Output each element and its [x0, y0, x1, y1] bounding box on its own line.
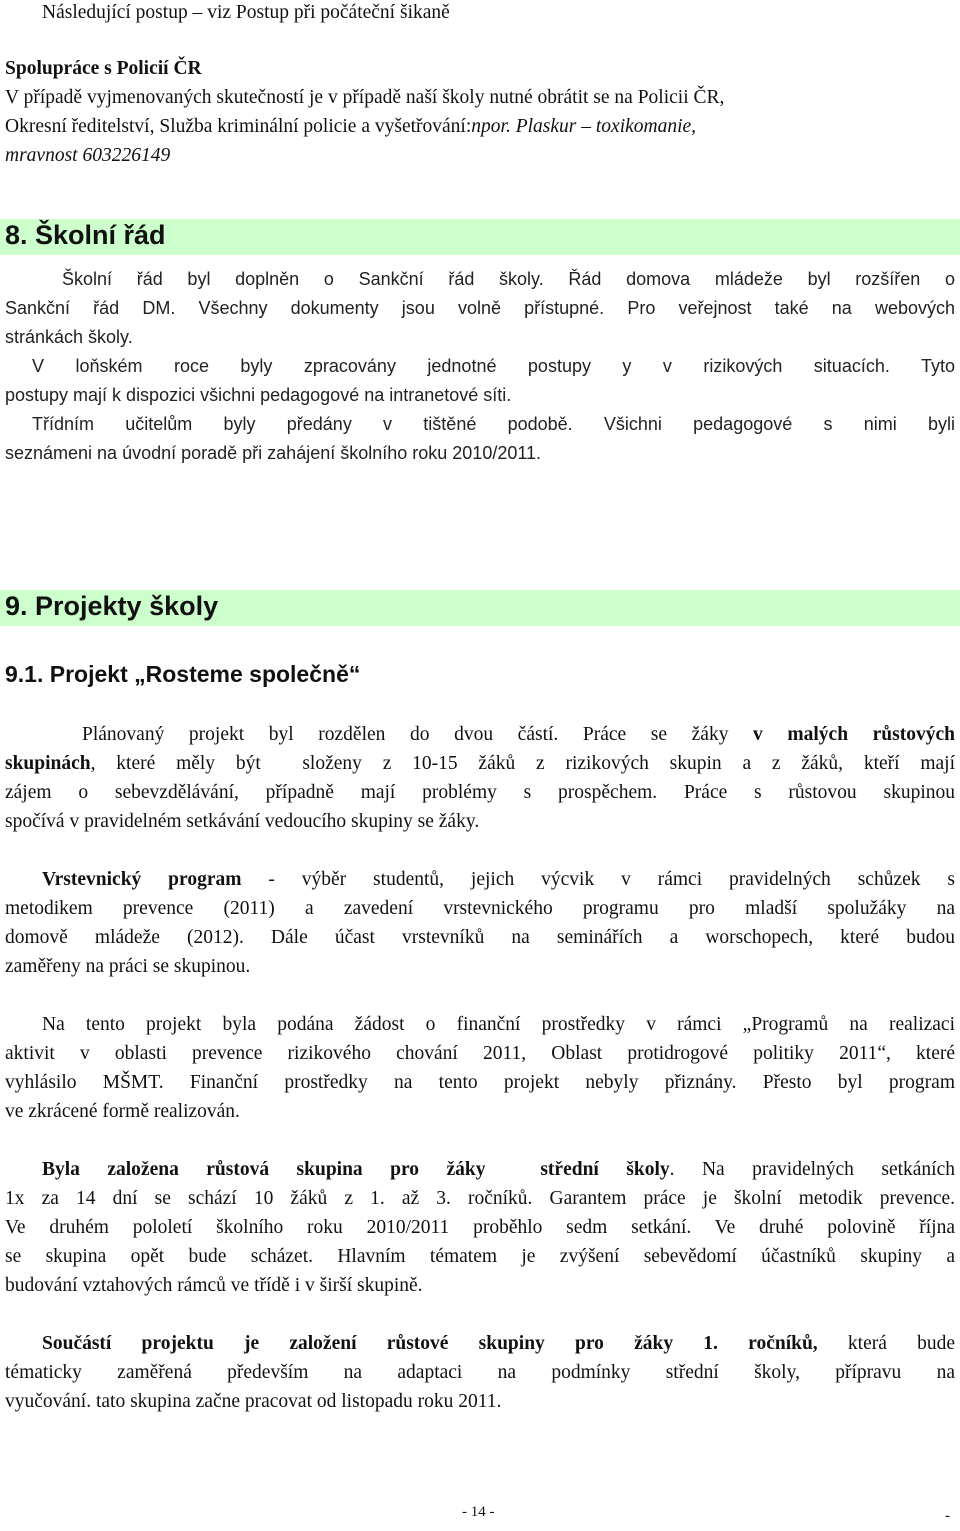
- s9-p3-l1: Na tento projekt byla podána žádost o finanční prostředky v rámci „Programů na realizaci: [42, 1014, 955, 1035]
- s8-p1-l1: Školní řád byl doplněn o Sankční řád školy. Řád domova mládeže byl rozšířen o: [62, 269, 955, 289]
- s8-p3-l1: Třídním učitelům byly předány v tištěné podobě. Všichni pedagogové s nimi byli: [32, 414, 955, 434]
- s9-p1-l1: [82, 720, 955, 749]
- police-line-1: V případě vyjmenovaných skutečností je v případě naší školy nutné obrátit se na Policii ČR,: [5, 87, 725, 108]
- s9-p1-l2-bold: skupinách: [5, 753, 91, 774]
- s9-p3-l4: ve zkrácené formě realizován.: [5, 1101, 240, 1122]
- s9-p5-l1: [42, 1329, 955, 1358]
- s9-p4-l1-bold: Byla založena růstová skupina pro žáky střední školy: [42, 1159, 670, 1180]
- section-8-heading-bar: [0, 219, 960, 255]
- s9-p4-l5: budování vztahových rámců ve třídě i v širší skupině.: [5, 1275, 423, 1296]
- s9-p2-l2: metodikem prevence (2011) a zavedení vrstevnického programu pro mladší spolužáky na: [5, 898, 955, 919]
- s9-p2-l1: [42, 865, 955, 894]
- intro-line: Následující postup – viz Postup při počáteční šikaně: [42, 2, 450, 23]
- police-title: Spolupráce s Policií ČR: [5, 58, 202, 79]
- s9-p1-l4: spočívá v pravidelném setkávání vedoucího skupiny se žáky.: [5, 811, 480, 832]
- police-line-2: [5, 112, 696, 141]
- subsection-9-1-heading: 9.1. Projekt „Rosteme společně“: [5, 661, 361, 687]
- section-8-heading: 8. Školní řád: [5, 220, 166, 250]
- s9-p5-l1-text: která bude: [817, 1333, 955, 1354]
- police-line-2-text: Okresní ředitelství, Služba kriminální policie a vyšetřování:: [5, 116, 472, 137]
- trailing-mark: -: [945, 1508, 950, 1524]
- s9-p1-l2: [5, 749, 955, 778]
- s8-p2-l2: postupy mají k dispozici všichni pedagogové na intranetové síti.: [5, 385, 512, 405]
- s9-p1-l2-text: , které měly být složeny z 10-15 žáků z rizikových skupin a z žáků, kteří mají: [90, 753, 955, 774]
- police-contact: npor. Plaskur – toxikomanie,: [471, 116, 697, 137]
- page-number: - 14 -: [462, 1504, 495, 1520]
- s8-p2-l1: V loňském roce byly zpracovány jednotné postupy y v rizikových situacích. Tyto: [32, 356, 955, 376]
- s8-p1-l2: Sankční řád DM. Všechny dokumenty jsou volně přístupné. Pro veřejnost také na webových: [5, 298, 955, 318]
- s9-p2-l3: domově mládeže (2012). Dále účast vrstevníků na seminářích a worschopech, které budou: [5, 927, 955, 948]
- s9-p5-l1-bold: Součástí projektu je založení růstové skupiny pro žáky 1. ročníků,: [42, 1333, 818, 1354]
- s9-p1-l3: zájem o sebevzdělávání, případně mají problémy s prospěchem. Práce s růstovou skupinou: [5, 782, 955, 803]
- s9-p2-l1-bold: Vrstevnický program: [42, 869, 242, 890]
- s9-p4-l1: [42, 1155, 955, 1184]
- s8-p3-l2: seznámeni na úvodní poradě při zahájení školního roku 2010/2011.: [5, 443, 542, 463]
- s9-p5-l3: vyučování. tato skupina začne pracovat od listopadu roku 2011.: [5, 1391, 502, 1412]
- s9-p4-l2: 1x za 14 dní se schází 10 žáků z 1. až 3. ročníků. Garantem práce je školní metodik prevence.: [5, 1188, 955, 1209]
- s9-p4-l3: Ve druhém pololetí školního roku 2010/2011 proběhlo sedm setkání. Ve druhé polovině října: [5, 1217, 955, 1238]
- s9-p5-l2: tématicky zaměřená především na adaptaci na podmínky střední školy, přípravu na: [5, 1362, 955, 1383]
- s9-p2-l1-text: - výběr studentů, jejich výcvik v rámci pravidelných schůzek s: [241, 869, 955, 890]
- police-line-3: mravnost 603226149: [5, 145, 171, 166]
- s9-p1-l1-bold: v malých růstových: [753, 724, 955, 745]
- section-9-heading: 9. Projekty školy: [5, 591, 219, 621]
- s9-p2-l4: zaměřeny na práci se skupinou.: [5, 956, 251, 977]
- s9-p4-l1-text: . Na pravidelných setkáních: [669, 1159, 956, 1180]
- s9-p4-l4: se skupina opět bude scházet. Hlavním tématem je zvýšení sebevědomí účastníků skupiny a: [5, 1246, 955, 1267]
- s8-p1-l3: stránkách školy.: [5, 327, 133, 347]
- s9-p1-l1-text: Plánovaný projekt byl rozdělen do dvou částí. Práce se žáky: [82, 724, 754, 745]
- section-9-heading-bar: [0, 590, 960, 626]
- s9-p3-l3: vyhlásilo MŠMT. Finanční prostředky na tento projekt nebyly přiznány. Přesto byl program: [5, 1072, 955, 1093]
- s9-p3-l2: aktivit v oblasti prevence rizikového chování 2011, Oblast protidrogové politiky 2011“, které: [5, 1043, 955, 1064]
